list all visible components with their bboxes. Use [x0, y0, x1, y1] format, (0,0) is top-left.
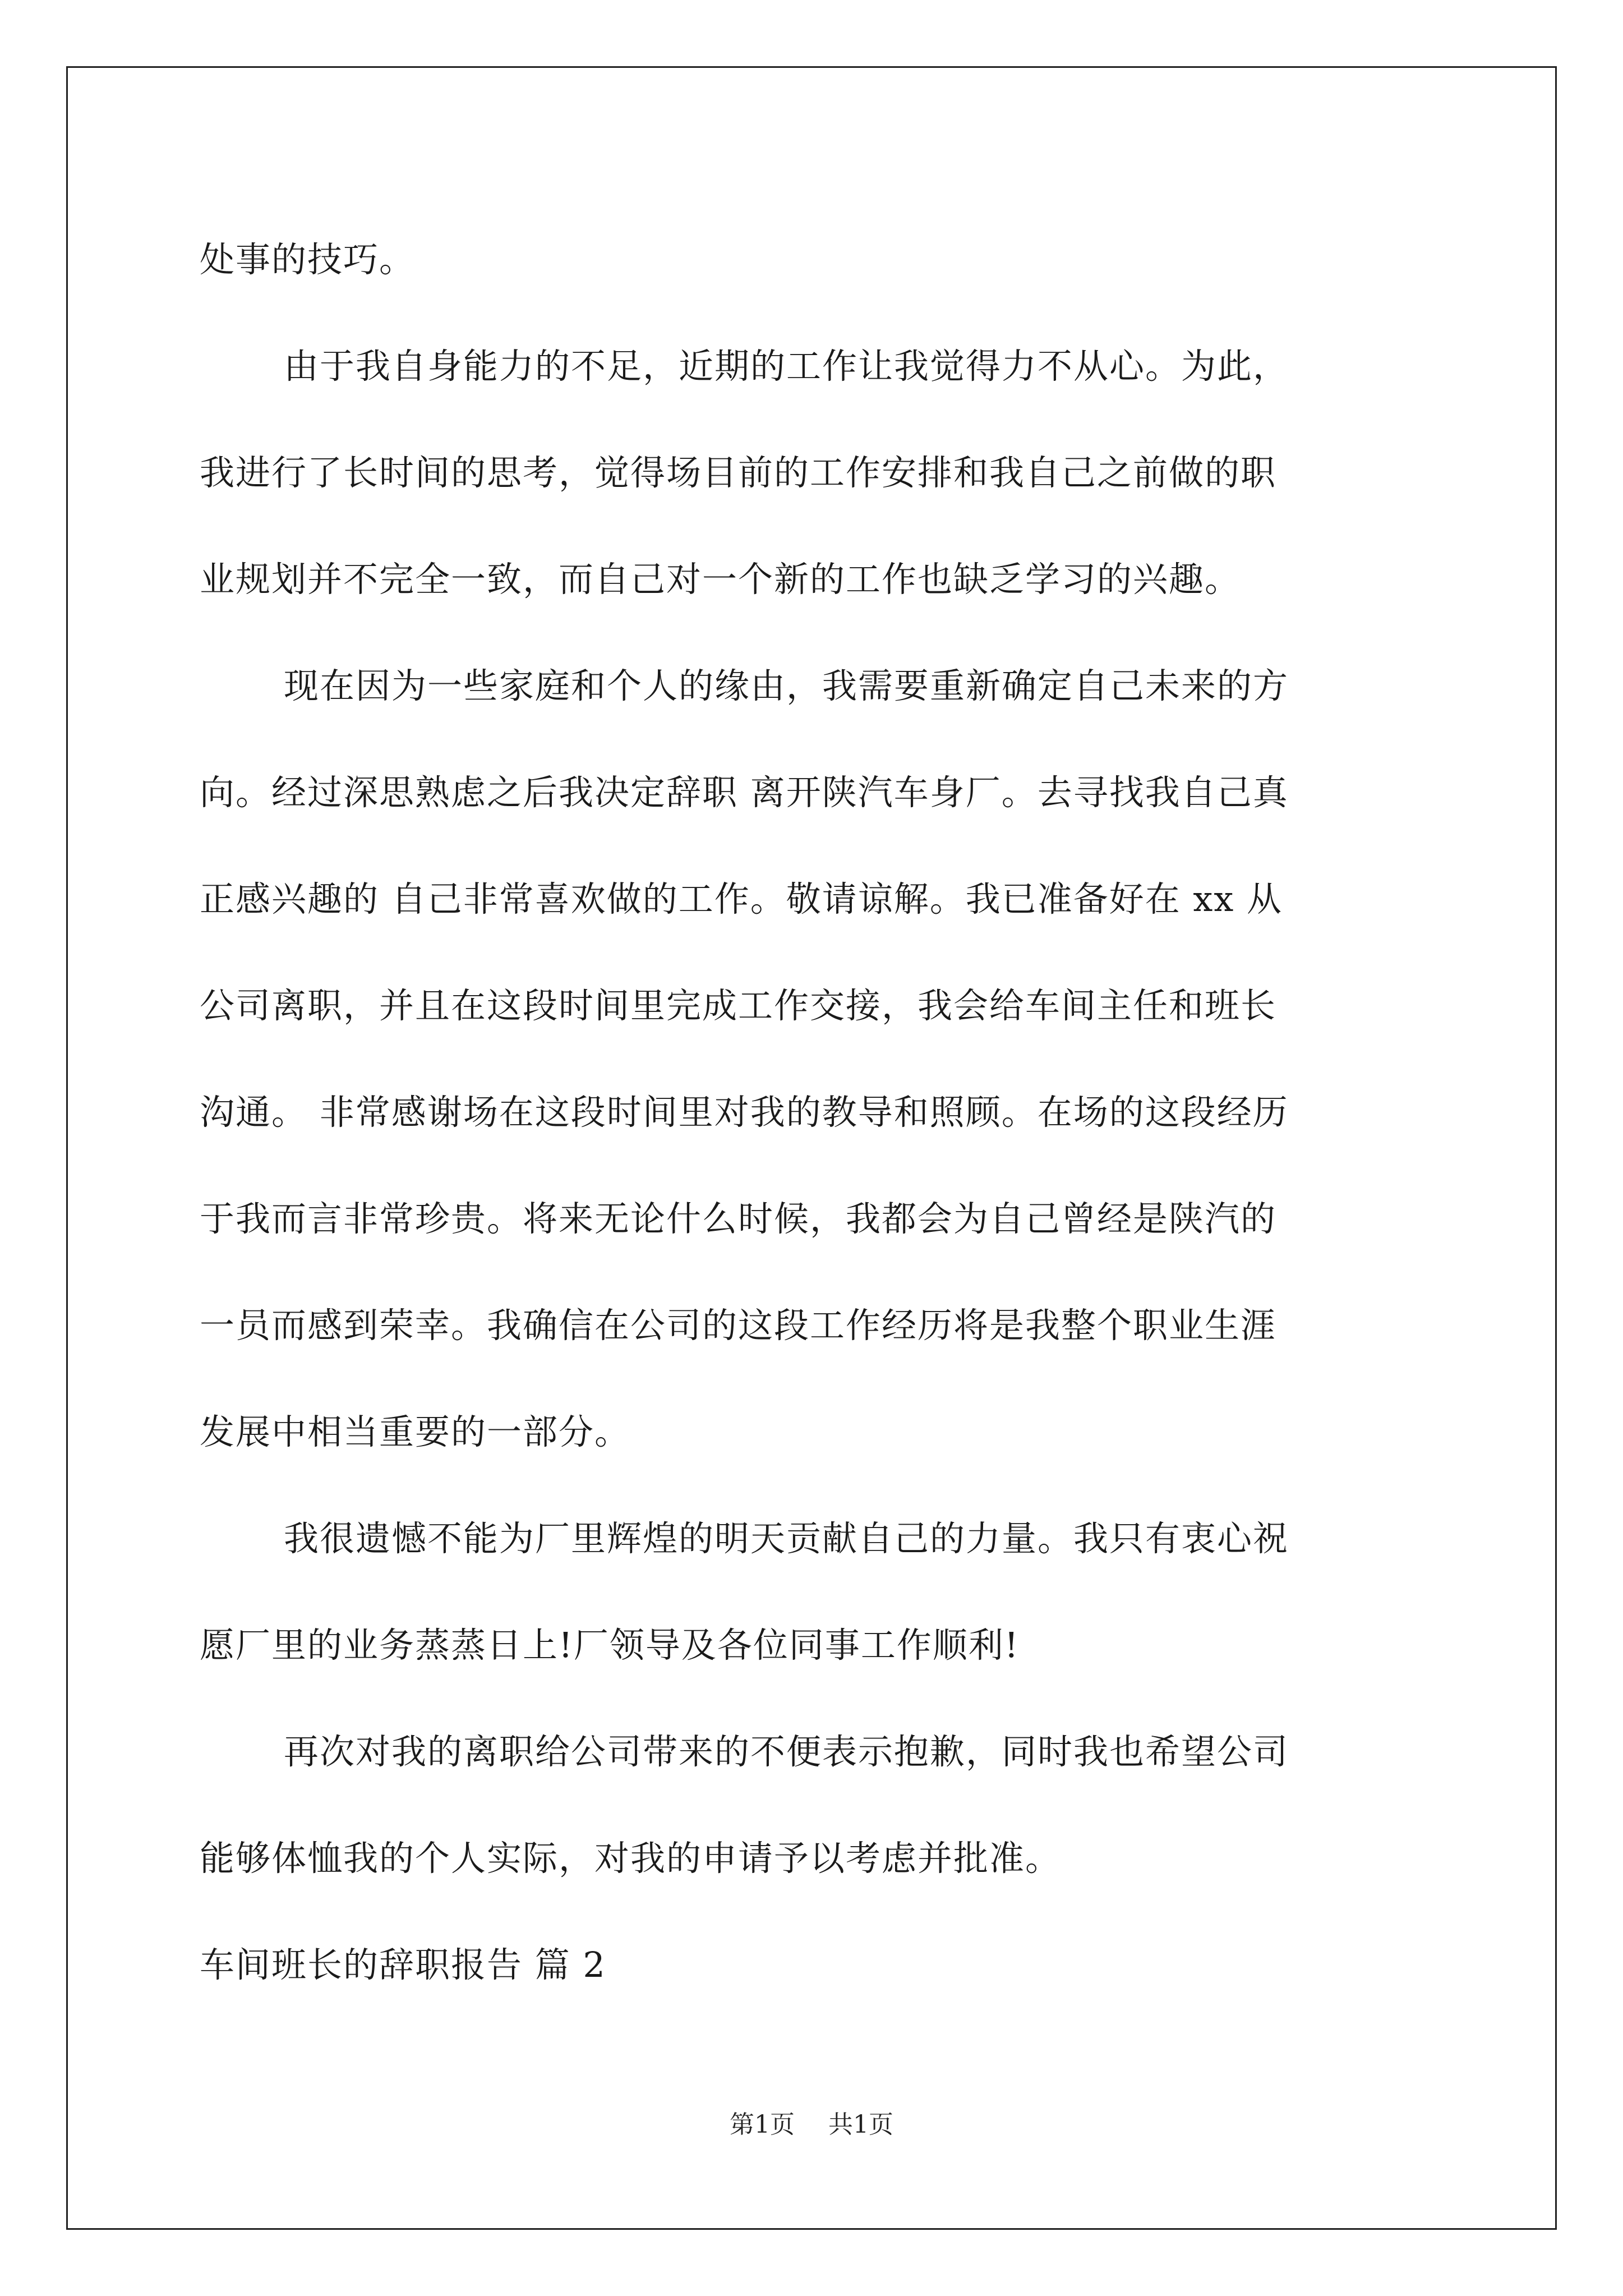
text-line: 能够体恤我的个人实际，对我的申请予以考虑并批准。	[200, 1838, 1062, 1879]
text-line: 处事的技巧。	[200, 239, 416, 280]
text-line: 于我而言非常珍贵。将来无论什么时候，我都会为自己曾经是陕汽的	[200, 1198, 1277, 1239]
text-line: 再次对我的离职给公司带来的不便表示抱歉，同时我也希望公司	[284, 1731, 1289, 1772]
text-line: 我进行了长时间的思考，觉得场目前的工作安排和我自己之前做的职	[200, 452, 1277, 493]
text-line: 愿厂里的业务蒸蒸日上!厂领导及各位同事工作顺利!	[200, 1625, 1020, 1665]
text-line: 业规划并不完全一致，而自己对一个新的工作也缺乏学习的兴趣。	[200, 559, 1241, 600]
text-line: 现在因为一些家庭和个人的缘由，我需要重新确定自己未来的方	[284, 665, 1289, 706]
text-line: 正感兴趣的 自己非常喜欢做的工作。敬请谅解。我已准备好在 xx 从	[200, 878, 1283, 919]
text-line: 一员而感到荣幸。我确信在公司的这段工作经历将是我整个职业生涯	[200, 1305, 1277, 1346]
text-line: 发展中相当重要的一部分。	[200, 1411, 631, 1452]
document-body	[200, 206, 1433, 2018]
text-line: 我很遗憾不能为厂里辉煌的明天贡献自己的力量。我只有衷心祝	[284, 1518, 1289, 1559]
page-footer	[0, 2108, 1623, 2142]
text-line: 沟通。 非常感谢场在这段时间里对我的教导和照顾。在场的这段经历	[200, 1092, 1289, 1133]
text-line: 由于我自身能力的不足，近期的工作让我觉得力不从心。为此，	[284, 346, 1289, 386]
section-heading: 车间班长的辞职报告 篇 2	[200, 1944, 606, 1985]
text-line: 公司离职，并且在这段时间里完成工作交接，我会给车间主任和班长	[200, 985, 1277, 1026]
page-number: 第1页	[730, 2110, 795, 2139]
page-total: 共1页	[828, 2110, 893, 2139]
text-line: 向。经过深思熟虑之后我决定辞职 离开陕汽车身厂。去寻找我自己真	[200, 772, 1289, 813]
